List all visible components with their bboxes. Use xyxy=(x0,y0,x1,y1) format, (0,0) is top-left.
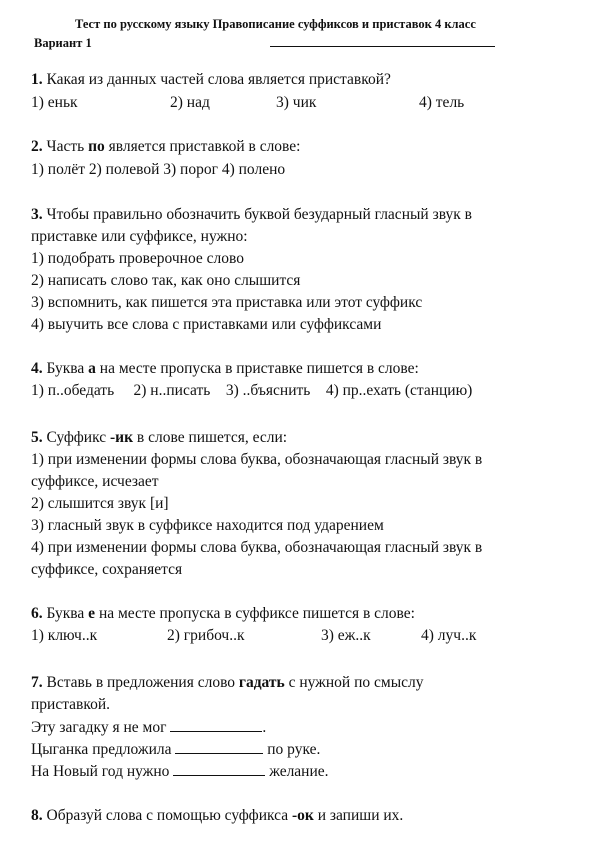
q2-options: 1) полёт 2) полевой 3) порог 4) полено xyxy=(31,161,286,178)
question-number: 3. xyxy=(31,206,43,223)
question-7 xyxy=(31,673,423,693)
q1-option-4: 4) тель xyxy=(419,94,465,111)
question-text: и запиши их. xyxy=(313,807,404,824)
question-text: Часть xyxy=(42,138,89,155)
q3-option-2: 2) написать слово так, как оно слышится xyxy=(31,272,301,289)
question-text: с нужной по смыслу xyxy=(284,674,424,691)
question-keyword: по xyxy=(88,138,105,155)
question-text: Буква xyxy=(42,605,89,622)
q7-sentence-1 xyxy=(31,717,266,738)
sentence-text: . xyxy=(262,719,267,736)
sentence-text: по руке. xyxy=(263,741,321,758)
question-3 xyxy=(31,205,472,225)
answer-blank[interactable] xyxy=(170,717,262,732)
question-1 xyxy=(31,70,391,90)
q1-option-3: 3) чик xyxy=(276,94,317,111)
q5-option-1-continued: суффиксе, исчезает xyxy=(31,473,159,490)
q5-option-2: 2) слышится звук [и] xyxy=(31,495,169,512)
sentence-text: На Новый год нужно xyxy=(31,763,174,780)
q1-option-2: 2) над xyxy=(170,94,210,111)
q6-option-4: 4) луч..к xyxy=(421,627,477,644)
q6-option-1: 1) ключ..к xyxy=(31,627,98,644)
q5-option-1: 1) при изменении формы слова буква, обозначающая гласный звук в xyxy=(31,451,483,468)
q6-option-3: 3) еж..к xyxy=(321,627,371,644)
q4-options: 1) п..обедать 2) н..писать 3) ..бъяснить 4) пр..ехать (станцию) xyxy=(31,382,473,399)
question-number: 8. xyxy=(31,807,43,824)
question-text: Какая из данных частей слова является приставкой? xyxy=(42,71,391,88)
question-5 xyxy=(31,428,287,448)
question-text: на месте пропуска в приставке пишется в слове: xyxy=(95,360,419,377)
question-text: на месте пропуска в суффиксе пишется в слове: xyxy=(95,605,415,622)
question-number: 6. xyxy=(31,605,43,622)
q5-option-4-continued: суффиксе, сохраняется xyxy=(31,561,183,578)
question-text: Образуй слова с помощью суффикса xyxy=(42,807,292,824)
q7-sentence-2 xyxy=(31,739,320,760)
question-text: Суффикс xyxy=(42,429,111,446)
question-keyword: -ик xyxy=(110,429,134,446)
question-text: Буква xyxy=(42,360,89,377)
q3-option-3: 3) вспомнить, как пишется эта приставка или этот суффикс xyxy=(31,294,423,311)
question-keyword: а xyxy=(88,360,96,377)
q3-option-4: 4) выучить все слова с приставками или суффиксами xyxy=(31,316,382,333)
sentence-text: желание. xyxy=(265,763,329,780)
question-7-continued: приставкой. xyxy=(31,696,111,713)
worksheet-title: Тест по русскому языку Правописание суффиксов и приставок 4 класс xyxy=(75,17,476,31)
question-number: 5. xyxy=(31,429,43,446)
question-6 xyxy=(31,604,415,624)
question-text: Чтобы правильно обозначить буквой безударный гласный звук в xyxy=(42,206,472,223)
question-text: в слове пишется, если: xyxy=(133,429,288,446)
question-keyword: е xyxy=(88,605,96,622)
q3-option-1: 1) подобрать проверочное слово xyxy=(31,250,244,267)
q6-option-2: 2) грибоч..к xyxy=(167,627,245,644)
q7-sentence-3 xyxy=(31,761,329,782)
answer-blank[interactable] xyxy=(173,761,265,776)
q1-option-1: 1) еньк xyxy=(31,94,78,111)
sentence-text: Цыганка предложила xyxy=(31,741,176,758)
q5-option-3: 3) гласный звук в суффиксе находится под ударением xyxy=(31,517,384,534)
question-keyword: гадать xyxy=(238,674,285,691)
question-number: 1. xyxy=(31,71,43,88)
question-number: 2. xyxy=(31,138,43,155)
question-3-continued: приставке или суффиксе, нужно: xyxy=(31,228,248,245)
answer-blank[interactable] xyxy=(175,739,263,754)
sentence-text: Эту загадку я не мог xyxy=(31,719,171,736)
question-text: Вставь в предложения слово xyxy=(42,674,239,691)
question-2 xyxy=(31,137,300,157)
question-number: 7. xyxy=(31,674,43,691)
question-8 xyxy=(31,806,403,826)
question-4 xyxy=(31,359,419,379)
name-blank-line xyxy=(270,46,495,47)
question-keyword: -ок xyxy=(291,807,314,824)
q5-option-4: 4) при изменении формы слова буква, обозначающая гласный звук в xyxy=(31,539,483,556)
question-number: 4. xyxy=(31,360,43,377)
question-text: является приставкой в слове: xyxy=(104,138,301,155)
variant-label: Вариант 1 xyxy=(34,36,92,50)
